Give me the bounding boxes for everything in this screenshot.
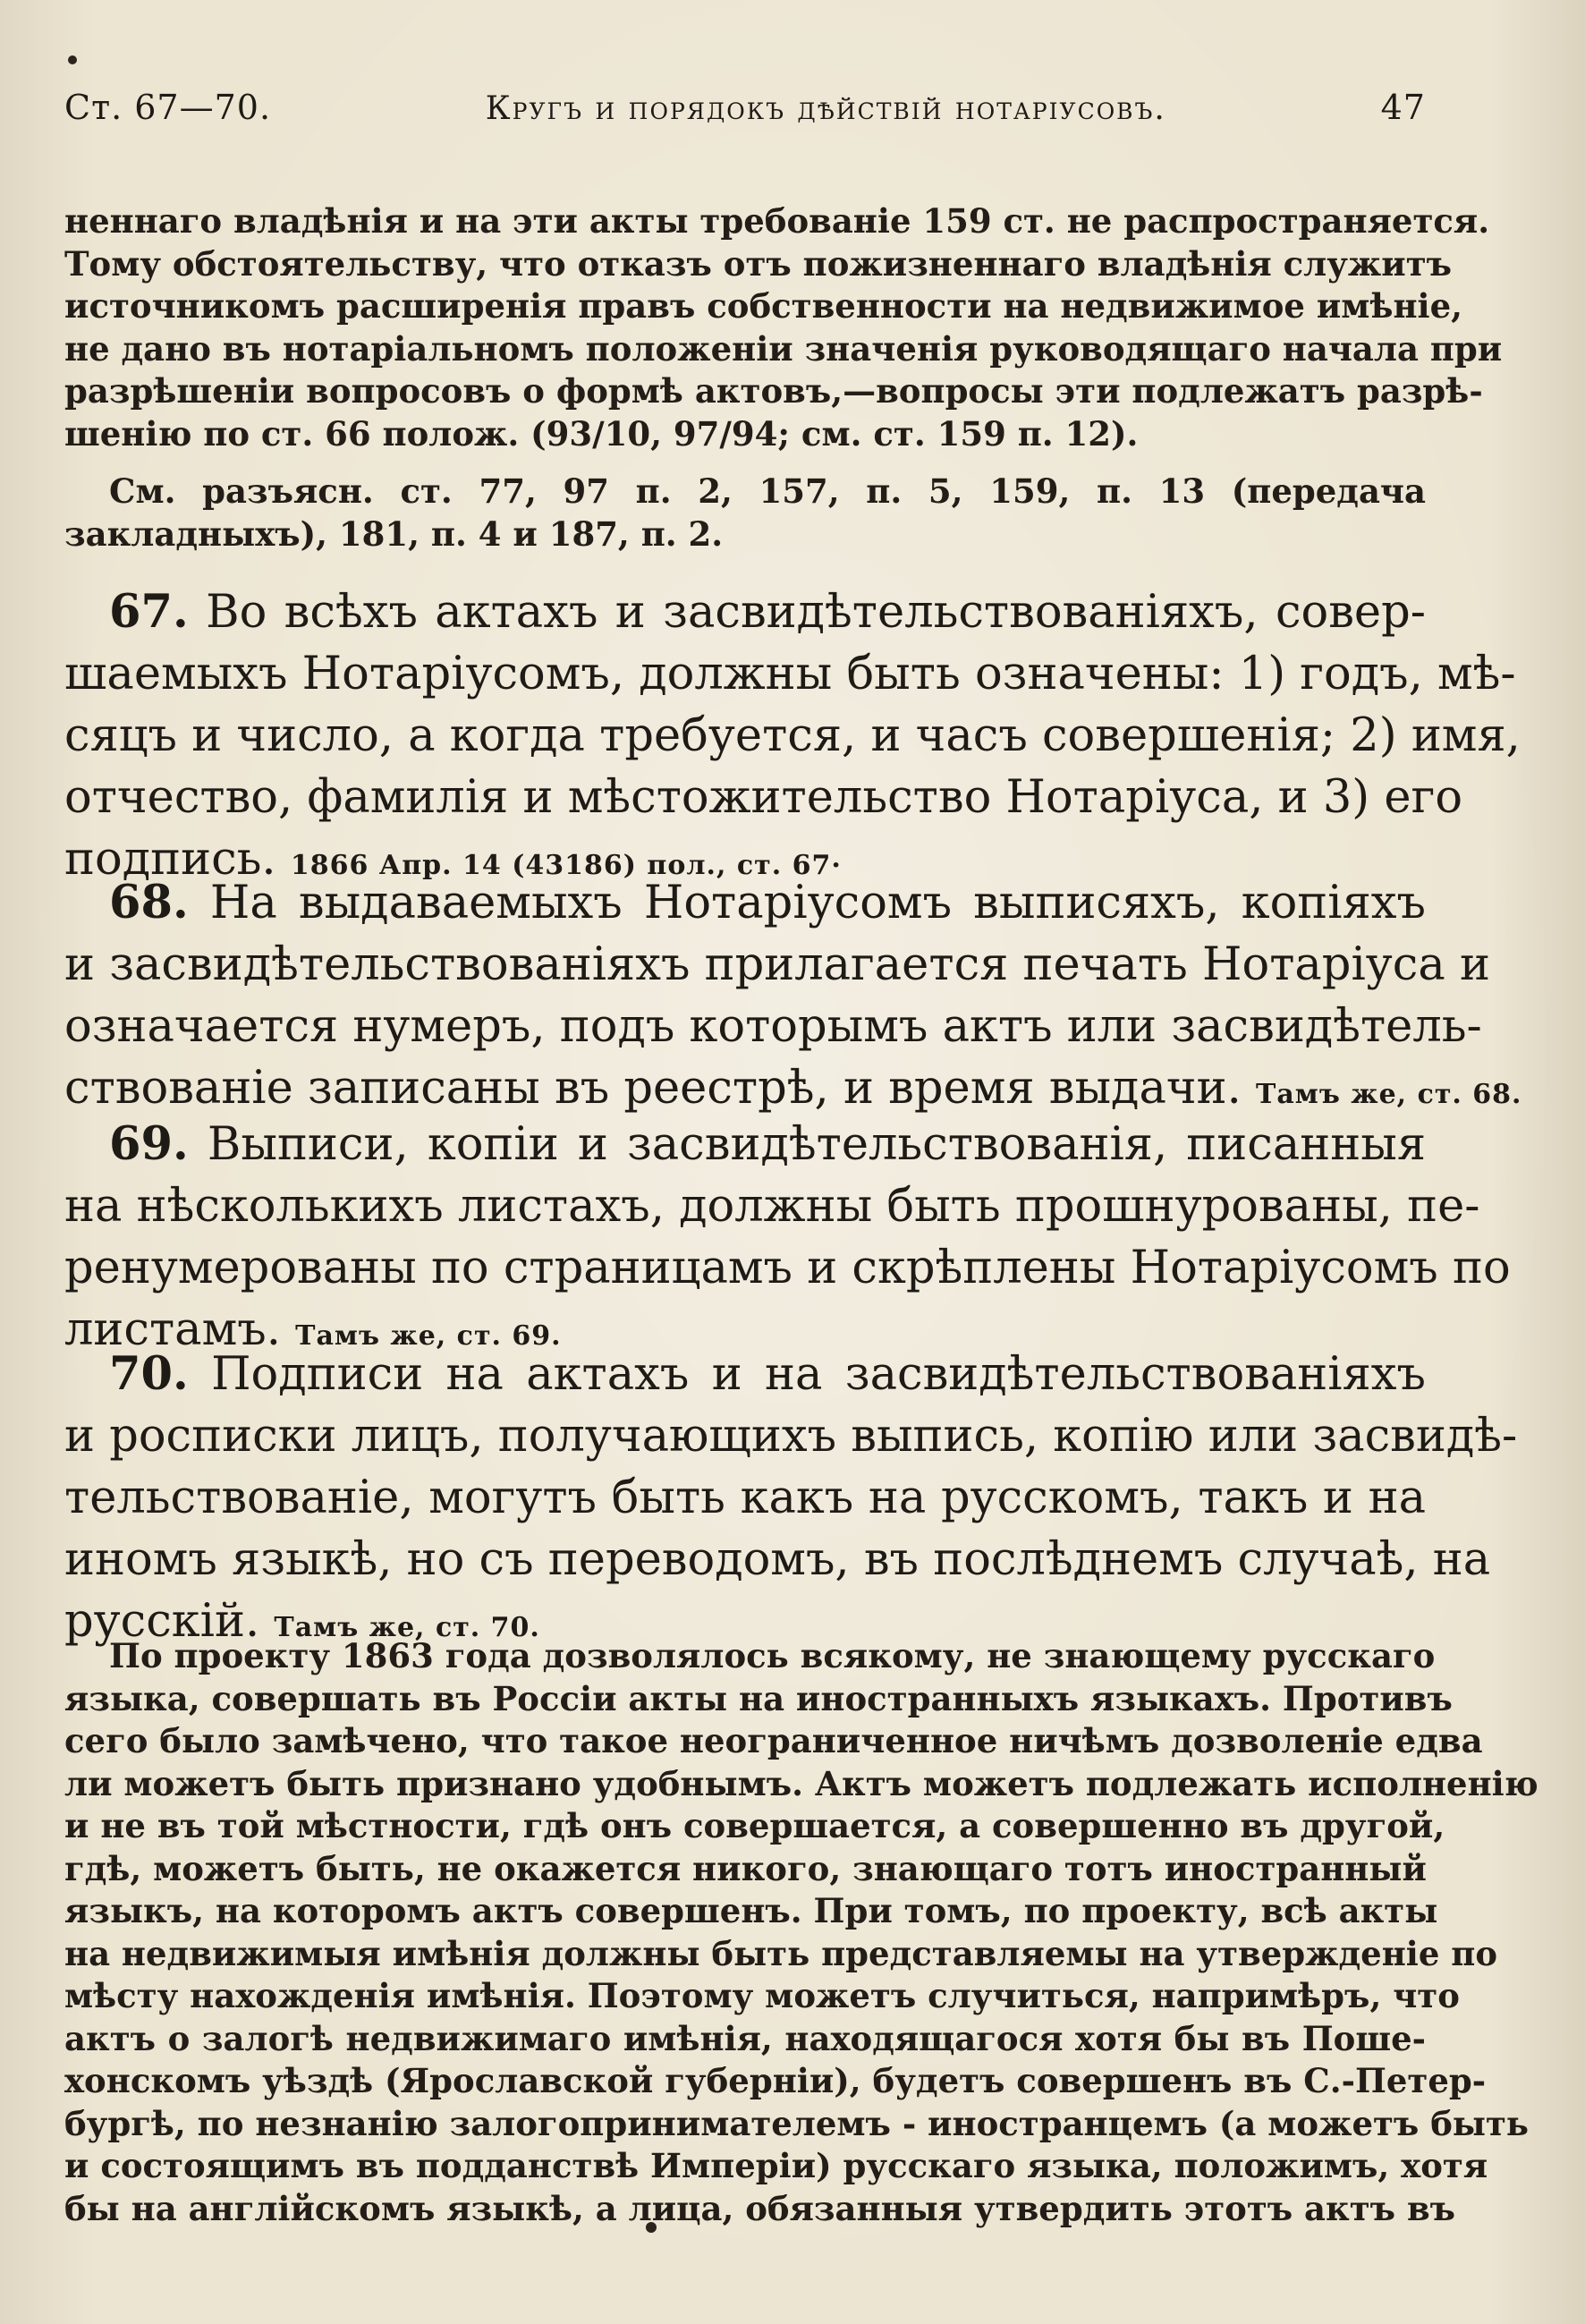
text-line: на нѣсколькихъ листахъ, должны быть прошнурованы, пе- [64, 1180, 1480, 1233]
text-line: и не въ той мѣстности, гдѣ онъ совершается, а совершенно въ другой, [64, 1806, 1445, 1845]
article-70 [64, 1344, 1518, 1658]
text-line: См. разъясн. ст. 77, 97 п. 2, 157, п. 5, 159, п. 13 (передача [109, 471, 1426, 511]
text-line: шаемыхъ Нотаріусомъ, должны быть означены: 1) годъ, мѣ- [64, 648, 1516, 700]
article-67 [64, 581, 1521, 896]
text-line: ли можетъ быть признано удобнымъ. Актъ можетъ подлежать исполненію [64, 1763, 1538, 1803]
text-line: иномъ языкѣ, но съ переводомъ, въ послѣднемъ случаѣ, на [64, 1533, 1491, 1586]
text-line: тельствованіе, могутъ быть какъ на русскомъ, такъ и на [64, 1472, 1426, 1524]
commentary-paragraph [64, 1635, 1538, 2230]
article-first-line: 70. Подписи на актахъ и на засвидѣтельствованіяхъ [109, 1347, 1426, 1401]
header-title: Кругъ и порядокъ дѣйствій нотаріусовъ. [485, 90, 1166, 127]
article-citation: 1866 Апр. 14 (43186) пол., ст. 67· [290, 850, 842, 881]
text-line: и засвидѣтельствованіяхъ прилагается печать Нотаріуса и [64, 938, 1490, 991]
article-first-line: 67. Во всѣхъ актахъ и засвидѣтельствованіяхъ, совер- [109, 585, 1426, 639]
text-line: и состоящимъ въ подданствѣ Имперіи) русскаго языка, положимъ, хотя [64, 2146, 1488, 2185]
text-line: По проекту 1863 года дозволялось всякому, не знающему русскаго [109, 1636, 1436, 1675]
text-line: мѣсту нахожденія имѣнія. Поэтому можетъ случиться, напримѣръ, что [64, 1976, 1460, 2015]
article-citation: Тамъ же, ст. 70. [274, 1612, 540, 1643]
text-line: языка, совершать въ Россіи акты на иностранныхъ языкахъ. Противъ [64, 1678, 1453, 1718]
text-line: и росписки лицъ, получающихъ выпись, копію или засвидѣ- [64, 1410, 1518, 1463]
reference-paragraph [64, 471, 1426, 556]
text-line: на недвижимыя имѣнія должны быть представляемы на утвержденіе по [64, 1933, 1498, 1973]
header-article-range: Ст. 67—70. [64, 88, 272, 127]
text-line: источникомъ расширенія правъ собственности на недвижимое имѣніе, [64, 286, 1463, 326]
article-68 [64, 872, 1522, 1125]
article-number: 70. [109, 1347, 189, 1401]
text-line: бы на англійскомъ языкѣ, а лица, обязанныя утвердить этотъ актъ въ [64, 2188, 1456, 2228]
article-number: 68. [109, 876, 189, 929]
text-line: не дано въ нотаріальномъ положеніи значенія руководящаго начала при [64, 328, 1503, 369]
article-69 [64, 1114, 1511, 1367]
text-line: отчество, фамилія и мѣстожительство Нотаріуса, и 3) его [64, 771, 1463, 824]
article-first-line: 69. Выписи, копіи и засвидѣтельствованія, писанныя [109, 1117, 1426, 1171]
text-line: сяцъ и число, а когда требуется, и часъ совершенія; 2) имя, [64, 709, 1521, 762]
article-number: 69. [109, 1117, 189, 1171]
text-line: ренумерованы по страницамъ и скрѣплены Нотаріусомъ по [64, 1242, 1511, 1294]
article-first-line: 68. На выдаваемыхъ Нотаріусомъ выписяхъ, копіяхъ [109, 876, 1426, 929]
text-line: неннаго владѣнія и на эти акты требованіе 159 ст. не распространяется. [64, 201, 1490, 241]
text-line: шенію по ст. 66 полож. (93/10, 97/94; см. ст. 159 п. 12). [64, 413, 1139, 454]
intro-paragraph [64, 200, 1503, 455]
article-last-line: русскій. Тамъ же, ст. 70. [64, 1595, 540, 1648]
ink-speck [68, 55, 77, 64]
text-line: языкъ, на которомъ актъ совершенъ. При томъ, по проекту, всѣ акты [64, 1891, 1438, 1930]
running-header [64, 88, 1426, 150]
text-line: означается нумеръ, подъ которымъ актъ или засвидѣтель- [64, 1000, 1482, 1053]
text-line: актъ о залогѣ недвижимаго имѣнія, находящагося хотя бы въ Поше- [64, 2018, 1426, 2058]
article-citation: Тамъ же, ст. 68. [1256, 1079, 1522, 1110]
page-number: 47 [1380, 88, 1426, 127]
article-last-line: листамъ. Тамъ же, ст. 69. [64, 1303, 562, 1356]
text-line: хонскомъ уѣздѣ (Ярославской губерніи), будетъ совершенъ въ С.-Петер- [64, 2061, 1487, 2100]
text-line: закладныхъ), 181, п. 4 и 187, п. 2. [64, 513, 724, 554]
text-line: разрѣшеніи вопросовъ о формѣ актовъ,—вопросы эти подлежатъ разрѣ- [64, 371, 1483, 411]
article-last-line: ствованіе записаны въ реестрѣ, и время выдачи. Тамъ же, ст. 68. [64, 1062, 1522, 1115]
text-line: сего было замѣчено, что такое неограниченное ничѣмъ дозволеніе едва [64, 1721, 1483, 1760]
article-last-line: подпись. 1866 Апр. 14 (43186) пол., ст. 67· [64, 833, 842, 886]
text-line: гдѣ, можетъ быть, не окажется никого, знающаго тотъ иностранный [64, 1848, 1427, 1888]
text-line: Тому обстоятельству, что отказъ отъ пожизненнаго владѣнія служитъ [64, 243, 1453, 284]
article-number: 67. [109, 585, 189, 639]
text-line: бургѣ, по незнанію залогопринимателемъ - иностранцемъ (а можетъ быть [64, 2103, 1529, 2143]
article-citation: Тамъ же, ст. 69. [295, 1320, 562, 1352]
